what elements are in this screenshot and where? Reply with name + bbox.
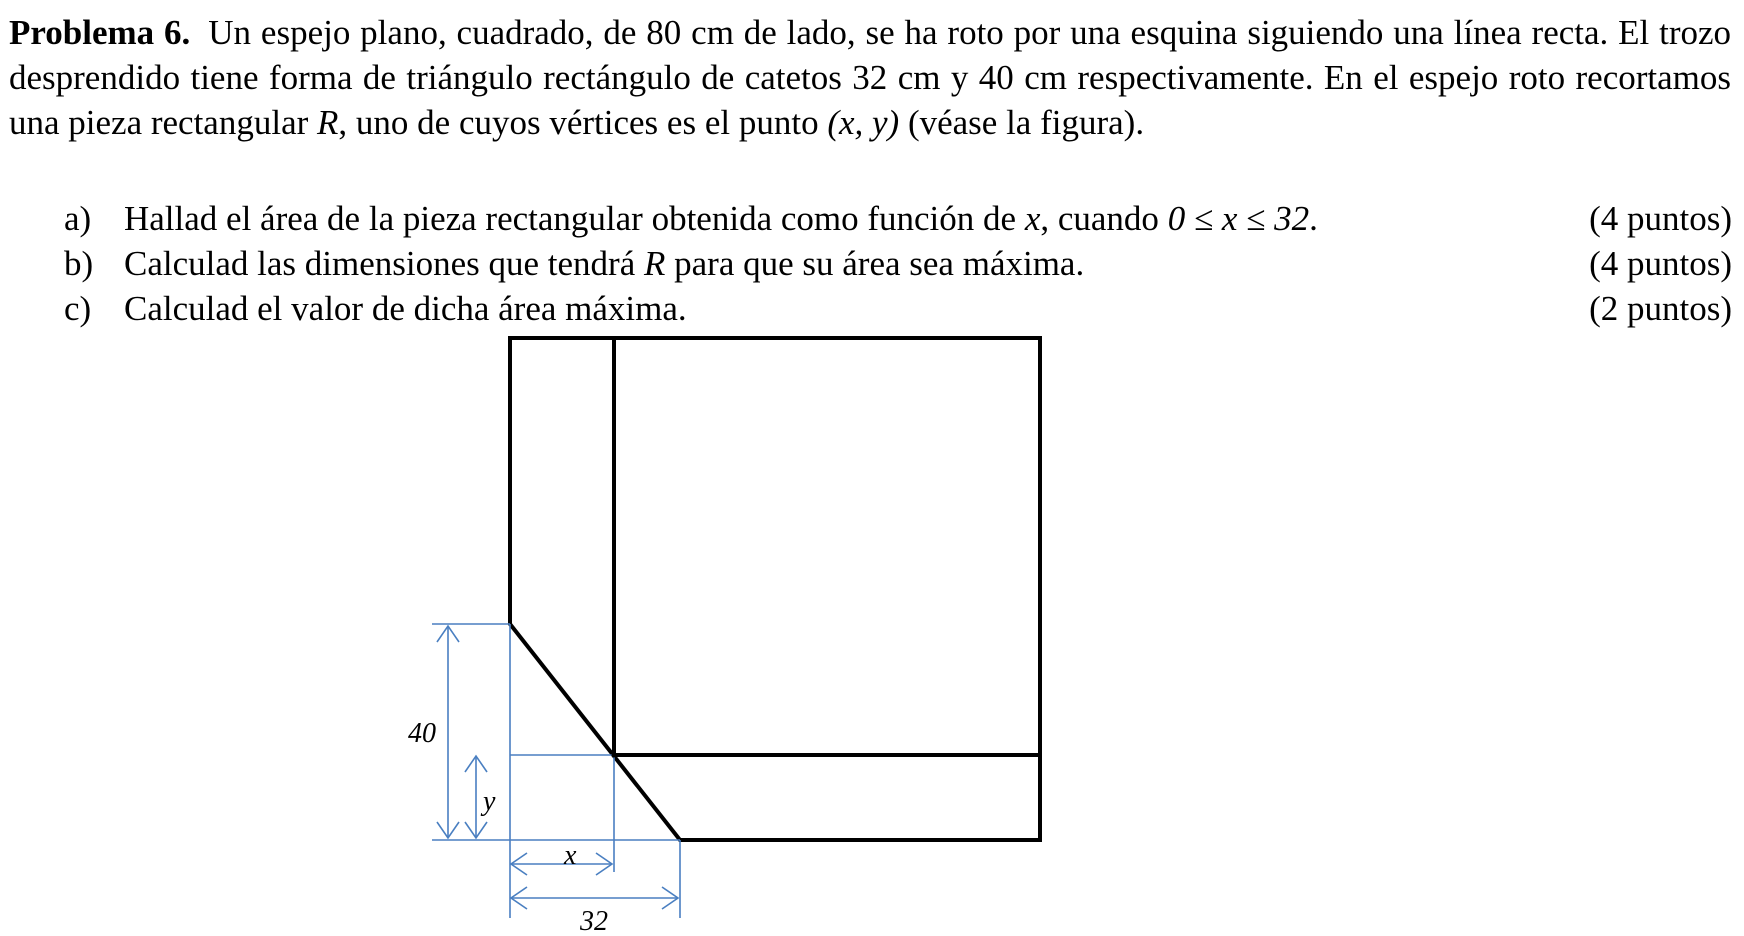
question-math-var: R (644, 244, 666, 283)
statement-text-3: (véase la figura). (899, 103, 1145, 142)
label-40: 40 (408, 718, 436, 749)
mirror-outline (510, 338, 1040, 840)
question-letter: a) (64, 199, 92, 238)
question-letter: b) (64, 244, 94, 283)
problem-title: Problema 6. (9, 13, 191, 52)
statement-text-1: Un espejo plano, cuadrado, de 80 cm de lado, se ha roto por una esquina siguiendo una línea recta. El trozo desprendido tiene forma de triángulo rectángulo de catetos 32 cm y 40 cm respectivamente. En el espejo roto recortamos una pieza rectangular (9, 13, 1732, 142)
question-text-pre: Calculad las dimensiones que tendrá (124, 244, 644, 283)
question-text-mid: para que su área sea máxima. (665, 244, 1085, 283)
question-text-mid: , cuando (1040, 199, 1168, 238)
dimension-lines (432, 624, 680, 918)
question-text-pre: Hallad el área de la pieza rectangular obtenida como función de (124, 199, 1025, 238)
label-x: x (564, 840, 577, 871)
question-points: (4 puntos) (1589, 244, 1732, 283)
question-text: Calculad el valor de dicha área máxima. (124, 289, 687, 328)
label-32: 32 (580, 906, 608, 936)
question-math-range: 0 ≤ x ≤ 32 (1167, 199, 1310, 238)
label-y: y (483, 786, 496, 817)
statement-text-2: , uno de cuyos vértices es el punto (338, 103, 828, 142)
question-math-var: x (1024, 199, 1041, 238)
point-xy-marker (612, 753, 617, 758)
question-text-post: . (1309, 199, 1318, 238)
question-letter: c) (64, 289, 92, 328)
statement-var-r: R (317, 103, 339, 142)
statement-point: (x, y) (827, 103, 900, 142)
question-points: (2 puntos) (1589, 289, 1732, 328)
question-points: (4 puntos) (1589, 199, 1732, 238)
